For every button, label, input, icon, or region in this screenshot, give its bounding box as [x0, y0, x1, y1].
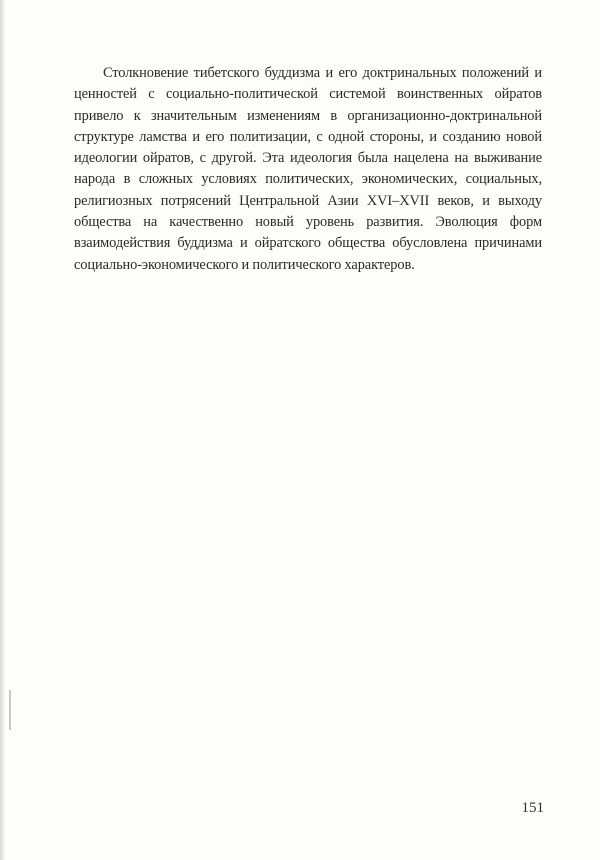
scan-edge-mark [9, 690, 11, 730]
body-paragraph: Столкновение тибетского буддизма и его доктринальных положений и ценностей с социально-политической системой воинственных ойратов привело к значительным изменениям в организационно-доктринальной структуре ламства и его политизации, с одной стороны, и созданию новой идеологии ойратов, с другой. Эта идеология была нацелена на выживание народа в сложных условиях политических, экономических, социальных, религиозных потрясений Центральной Азии XVI–XVII веков, и выходу общества на качественно новый уровень развития. Эволюция форм взаимодействия буддизма и ойратского общества обусловлена причинами социально-экономического и политического характеров. [74, 65, 542, 273]
page-binding-edge [0, 0, 6, 860]
page-number: 151 [521, 800, 544, 816]
